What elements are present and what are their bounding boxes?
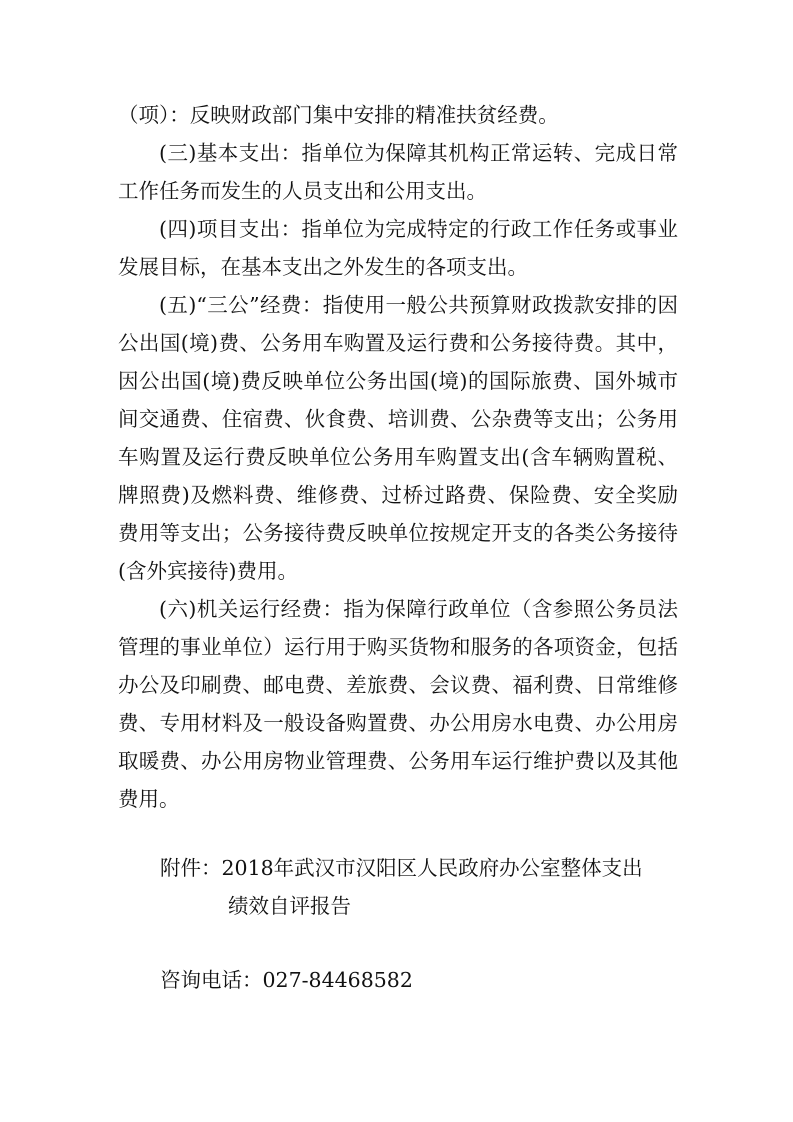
paragraph-basic-expenditure: (三)基本支出：指单位为保障其机构正常运转、完成日常工作任务而发生的人员支出和公用支出。 [118,141,678,203]
document-body [118,96,678,818]
contact-phone: 咨询电话：027-84468582 [160,968,413,992]
paragraph-operating-funds: (六)机关运行经费：指为保障行政单位（含参照公务员法管理的事业单位）运行用于购买货物和服务的各项资金，包括办公及印刷费、邮电费、差旅费、会议费、福利费、日常维修费、专用材料及一般设备购置费、办公用房水电费、办公用房取暖费、办公用房物业管理费、公务用车运行维护费以及其他费用。 [118,597,678,811]
paragraph-three-public-funds: (五)“三公”经费：指使用一般公共预算财政拨款安排的因公出国(境)费、公务用车购置及运行费和公务接待费。其中，因公出国(境)费反映单位公务出国(境)的国际旅费、国外城市间交通费、住宿费、伙食费、培训费、公杂费等支出；公务用车购置及运行费反映单位公务用车购置支出(含车辆购置税、牌照费)及燃料费、维修费、过桥过路费、保险费、安全奖励费用等支出；公务接待费反映单位按规定开支的各类公务接待(含外宾接待)费用。 [118,293,678,583]
attachment-title-line1: 附件：2018年武汉市汉阳区人民政府办公室整体支出 [160,856,643,880]
attachment-title-line2: 绩效自评报告 [228,894,351,918]
paragraph-poverty-funds: （项）：反映财政部门集中安排的精准扶贫经费。 [118,103,559,127]
paragraph-project-expenditure: (四)项目支出：指单位为完成特定的行政工作任务或事业发展目标，在基本支出之外发生的各项支出。 [118,217,678,279]
